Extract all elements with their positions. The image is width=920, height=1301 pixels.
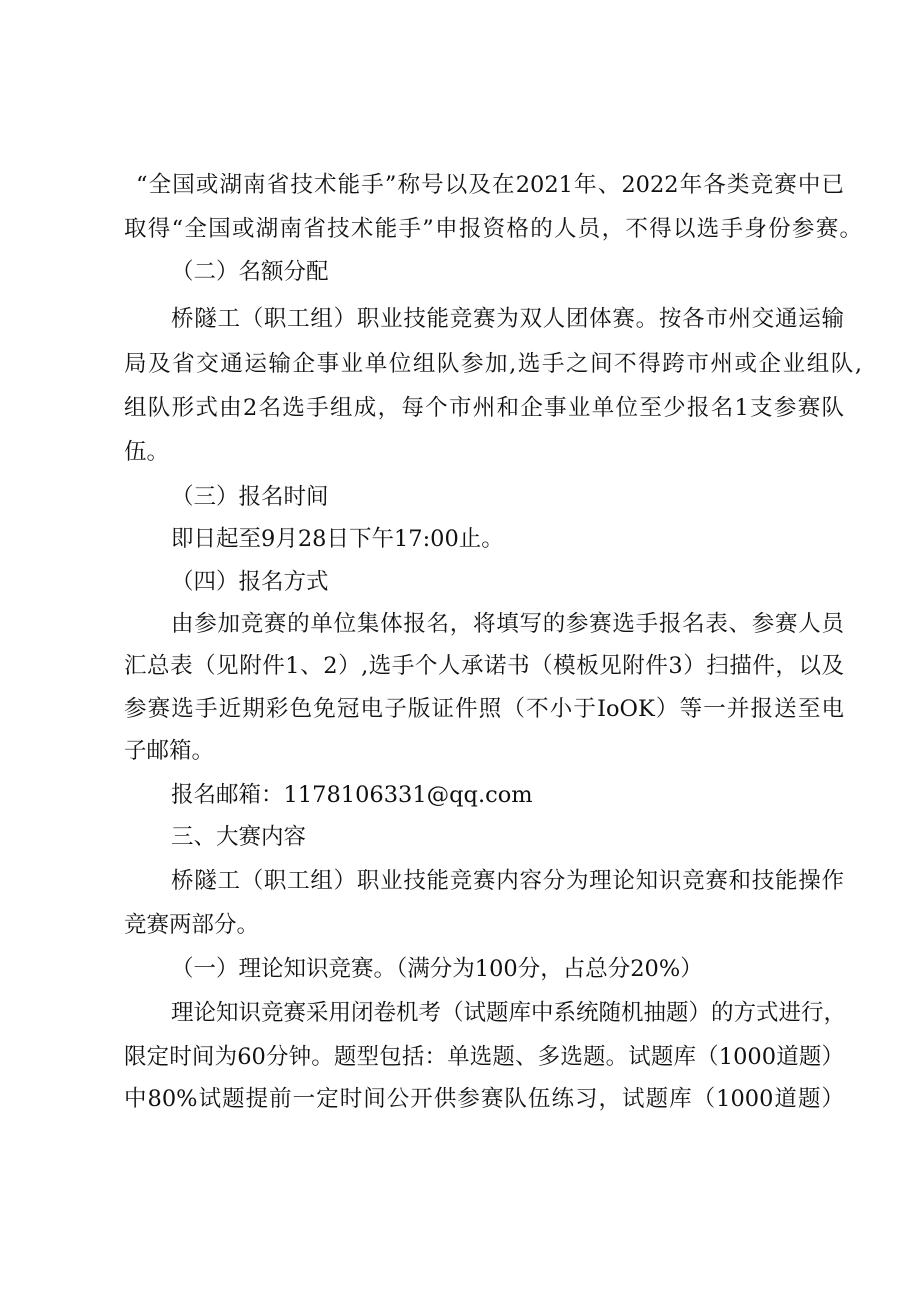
paragraph-registration-time: 即日起至9月28日下午17:00止。 (171, 526, 504, 552)
paragraph-line-12: 汇总表（见附件1、2）,选手个人承诺书（模板见附件3）扫描件，以及 (124, 653, 844, 679)
paragraph-line-2: 取得“全国或湖南省技术能手”申报资格的人员，不得以选手身份参赛。 (124, 216, 862, 242)
paragraph-line-1: “全国或湖南省技术能手”称号以及在2021年、2022年各类竞赛中已 (136, 172, 844, 198)
paragraph-line-20: 理论知识竞赛采用闭卷机考（试题库中系统随机抽题）的方式进行， (171, 1000, 847, 1026)
paragraph-line-22: 中80%试题提前一定时间公开供参赛队伍练习，试题库（1000道题） (124, 1086, 844, 1112)
paragraph-line-14: 子邮箱。 (124, 738, 215, 764)
paragraph-line-11: 由参加竞赛的单位集体报名，将填写的参赛选手报名表、参赛人员 (171, 611, 844, 637)
paragraph-line-5: 局及省交通运输企事业单位组队参加,选手之间不得跨市州或企业组队, (124, 351, 862, 377)
paragraph-line-21: 限定时间为60分钟。题型包括：单选题、多选题。试题库（1000道题） (124, 1044, 844, 1070)
section-heading-theory: （一）理论知识竞赛。（满分为100分，占总分20%） (171, 956, 703, 982)
paragraph-line-4: 桥隧工（职工组）职业技能竞赛为双人团体赛。按各市州交通运输 (171, 306, 844, 332)
registration-email: 报名邮箱：1178106331@qq.com (171, 782, 533, 808)
section-heading-quota: （二）名额分配 (171, 259, 329, 285)
paragraph-line-13: 参赛选手近期彩色免冠电子版证件照（不小于IoOK）等一并报送至电 (124, 696, 844, 722)
paragraph-line-6: 组队形式由2名选手组成，每个市州和企事业单位至少报名1支参赛队 (124, 395, 844, 421)
section-heading-registration-time: （三）报名时间 (171, 484, 329, 510)
paragraph-line-17: 桥隧工（职工组）职业技能竞赛内容分为理论知识竞赛和技能操作 (171, 868, 844, 894)
section-heading-registration-method: （四）报名方式 (171, 569, 329, 595)
paragraph-line-7: 伍。 (124, 439, 170, 465)
section-heading-contest-content: 三、大赛内容 (171, 824, 307, 850)
paragraph-line-18: 竞赛两部分。 (124, 912, 260, 938)
